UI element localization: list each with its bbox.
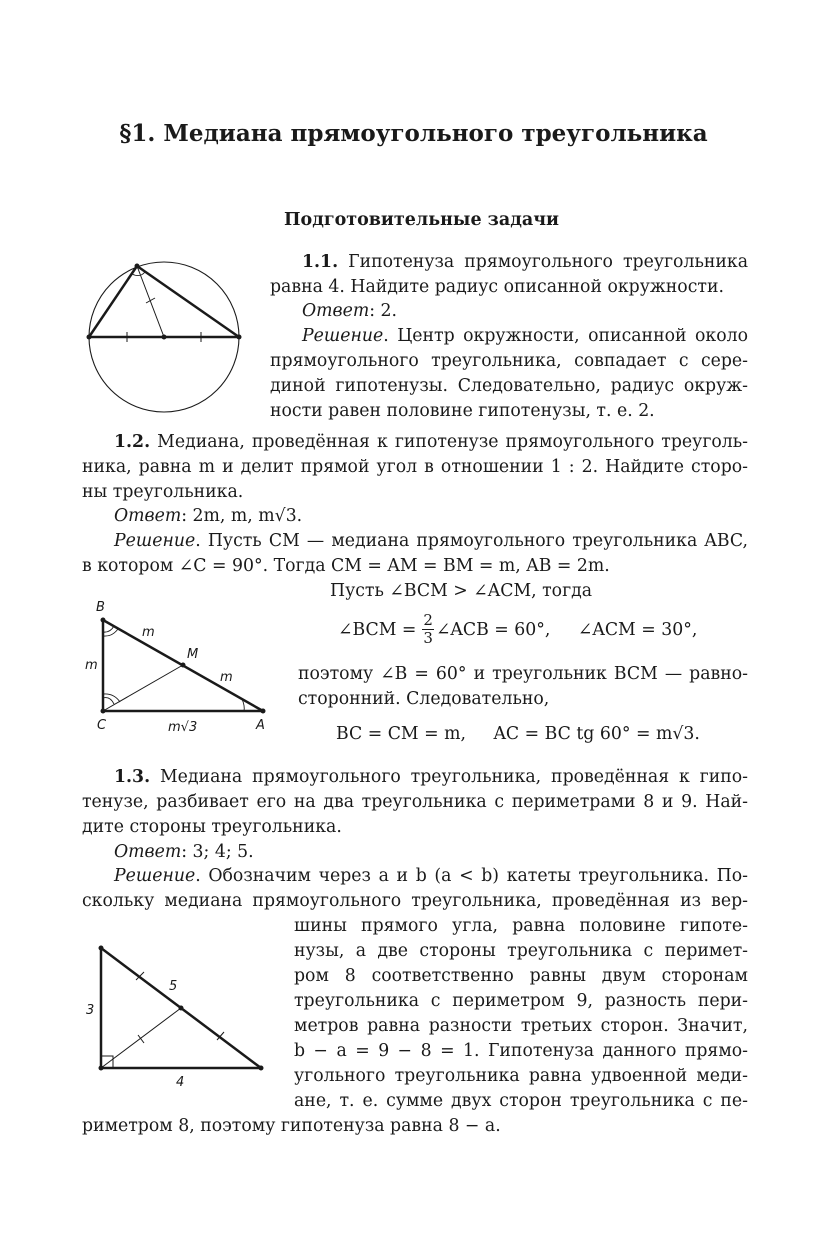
problem-1-3-answer	[114, 840, 254, 865]
problem-1-2-line-3: ны треугольника.	[82, 482, 244, 502]
vertex-point	[259, 1066, 264, 1071]
problem-number: 1.2.	[114, 432, 151, 452]
label-m-am: m	[220, 670, 233, 685]
problem-1-3-solution-line-7: метров равна разности третьих сторон. Значит,	[294, 1016, 748, 1036]
vertex-point	[237, 335, 242, 340]
numerator: 2	[423, 611, 433, 629]
problem-1-2-solution-line-4: поэтому ∠B = 60° и треугольник BCM — равно-	[298, 664, 748, 684]
problem-1-1-line-2: равна 4. Найдите радиус описанной окружности.	[270, 277, 724, 297]
problem-1-1-solution-line-3: диной гипотенузы. Следовательно, радиус окруж-	[270, 376, 748, 396]
problem-1-1-solution-line-1	[302, 324, 748, 349]
problem-1-2-solution-line-5: сторонний. Следовательно,	[298, 689, 550, 709]
figure-1-2	[80, 596, 280, 738]
label-m-bc: m	[85, 658, 98, 673]
vertex-point	[99, 946, 104, 951]
problem-1-3-solution-line-10: ане, т. е. сумме двух сторон треугольника с пе-	[294, 1091, 748, 1111]
formula-1	[338, 612, 697, 647]
solution-text: . Обозначим через a и b (a < b) катеты треугольника. По-	[195, 866, 748, 886]
problem-1-3-solution-line-11: риметром 8, поэтому гипотенуза равна 8 − a.	[82, 1116, 501, 1136]
formula-2: BC = CM = m, AC = BC tg 60° = m√3.	[336, 724, 700, 744]
problem-text: Медиана прямоугольного треугольника, проведённая к гипо-	[159, 767, 748, 787]
vertex-point	[261, 709, 266, 714]
section-title: §1. Медиана прямоугольного треугольника	[119, 120, 708, 147]
center-point	[162, 335, 167, 340]
label-m-sqrt3: m√3	[168, 720, 198, 735]
denominator: 3	[423, 629, 433, 647]
problem-1-3-line-2: тенузе, разбивает его на два треугольника с периметрами 8 и 9. Най-	[82, 792, 748, 812]
problem-1-2-answer	[114, 504, 302, 529]
problem-1-3-solution-line-3: шины прямого угла, равна половине гипоте-	[294, 916, 748, 936]
problem-1-2-solution-line-1	[114, 529, 748, 554]
answer-label: Ответ	[114, 842, 182, 862]
fraction	[422, 612, 434, 647]
problem-1-3-line-3: дите стороны треугольника.	[82, 817, 342, 837]
label-m-bm: m	[142, 625, 155, 640]
label-3: 3	[86, 1003, 95, 1018]
problem-1-3-solution-line-2: скольку медиана прямоугольного треугольника, проведённая из вер-	[82, 891, 748, 911]
problem-1-3-solution-line-8: b − a = 9 − 8 = 1. Гипотенуза данного прямо-	[294, 1041, 748, 1061]
problem-1-1-solution-line-4: ности равен половине гипотенузы, т. е. 2.	[270, 401, 655, 421]
subsection-title: Подготовительные задачи	[284, 210, 559, 230]
label-a: A	[256, 718, 265, 733]
figure-1-1	[80, 260, 250, 430]
vertex-point	[135, 264, 140, 269]
problem-1-1-solution-line-2: прямоугольного треугольника, совпадает с сере-	[270, 351, 748, 371]
answer-value: : 3; 4; 5.	[181, 842, 254, 862]
leg-right	[137, 266, 239, 337]
solution-text: . Пусть CM — медиана прямоугольного треугольника ABC,	[195, 531, 748, 551]
label-m-point: M	[187, 647, 199, 662]
problem-1-3-line-1	[114, 765, 748, 790]
problem-text: Медиана, проведённая к гипотенузе прямоугольного треуголь-	[157, 432, 748, 452]
answer-value: : 2.	[369, 301, 398, 321]
problem-1-1-line-1	[302, 250, 748, 275]
answer-label: Ответ	[114, 506, 182, 526]
answer-value: : 2m, m, m√3.	[181, 506, 303, 526]
problem-text: Гипотенуза прямоугольного треугольника	[348, 252, 748, 272]
solution-label: Решение	[114, 866, 196, 886]
figure-1-3	[80, 936, 280, 1096]
problem-1-3-solution-line-1	[114, 864, 748, 889]
problem-number: 1.3.	[114, 767, 151, 787]
vertex-point	[99, 1066, 104, 1071]
problem-number: 1.1.	[302, 252, 339, 272]
median-cm	[103, 665, 183, 711]
problem-1-2-line-2: ника, равна m и делит прямой угол в отношении 1 : 2. Найдите сторо-	[82, 457, 748, 477]
solution-label: Решение	[302, 326, 384, 346]
problem-1-3-solution-line-6: треугольника с периметром 9, разность пери-	[294, 991, 748, 1011]
formula-part: ∠ACB = 60°, ∠ACM = 30°,	[435, 619, 698, 640]
label-4: 4	[176, 1075, 185, 1090]
solution-label: Решение	[114, 531, 196, 551]
label-b: B	[96, 600, 105, 615]
solution-text: . Центр окружности, описанной около	[383, 326, 748, 346]
midpoint	[179, 1006, 184, 1011]
label-5: 5	[169, 979, 178, 994]
label-c: C	[97, 718, 107, 733]
problem-1-3-solution-line-9: угольного треугольника равна удвоенной меди-	[294, 1066, 748, 1086]
problem-1-2-solution-line-2: в котором ∠C = 90°. Тогда CM = AM = BM = m, AB = 2m.	[82, 556, 610, 576]
vertex-point	[87, 335, 92, 340]
vertex-point	[101, 618, 106, 623]
midpoint-m	[181, 663, 186, 668]
answer-label: Ответ	[302, 301, 370, 321]
problem-1-3-solution-line-4: нузы, а две стороны треугольника с перимет-	[294, 941, 748, 961]
problem-1-3-solution-line-5: ром 8 соответственно равны двум сторонам	[294, 966, 748, 986]
formula-part: ∠BCM =	[338, 619, 417, 640]
problem-1-2-solution-line-3: Пусть ∠BCM > ∠ACM, тогда	[330, 581, 593, 601]
angle-arc	[103, 698, 114, 704]
angle-arc	[103, 626, 114, 632]
leg-left	[89, 266, 137, 337]
problem-1-2-line-1	[114, 430, 748, 455]
vertex-point	[101, 709, 106, 714]
problem-1-1-answer	[302, 299, 397, 324]
